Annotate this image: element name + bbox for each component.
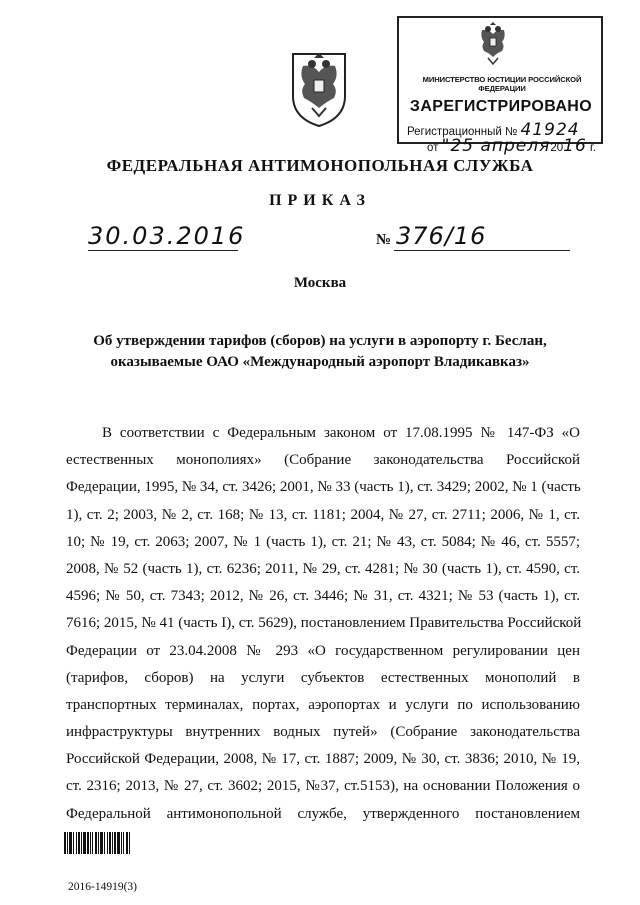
city: Москва — [293, 275, 347, 291]
body-line: Федерации, 1995, № 34, ст. 3426; 2001, № 33 (часть 1), ст. 3429; 2002, № 1 (часть — [66, 479, 581, 496]
body-line: ст. 2316; 2013, № 27, ст. 3602; 2015, №37, ст.5153), на основании Положения о — [66, 778, 580, 795]
body-line: 4596; № 50, ст. 7343; 2012, № 26, ст. 3446; № 31, ст. 4321; № 53 (часть 1), ст. — [66, 588, 580, 605]
agency-title: ФЕДЕРАЛЬНАЯ АНТИМОНОПОЛЬНАЯ СЛУЖБА — [106, 156, 534, 175]
body-line: В соответствии с Федеральным законом от 17.08.1995 № 147-ФЗ «О — [102, 425, 580, 441]
subject-line-1: Об утверждении тарифов (сборов) на услуги в аэропорту г. Беслан, — [93, 333, 547, 349]
registration-stamp — [397, 16, 603, 156]
barcode-icon — [64, 832, 172, 854]
body-line: 7616; 2015, № 41 (часть I), ст. 5629), постановлением Правительства Российской — [66, 615, 582, 632]
document-code: 2016-14919(3) — [68, 881, 137, 893]
order-number-sign: № — [376, 232, 392, 248]
order-date: 30.03.2016 — [88, 222, 246, 250]
stamp-reg-label: Регистрационный № — [407, 126, 518, 138]
body-line: (тарифов, сборов) на услуги субъектов естественных монополий в — [66, 669, 580, 686]
stamp-ministry-name: МИНИСТЕРСТВО ЮСТИЦИИ РОССИЙСКОЙ ФЕДЕРАЦИИ — [422, 75, 582, 93]
order-subject — [60, 331, 580, 373]
subject-line-2: оказываемые ОАО «Международный аэропорт Владикавказ» — [110, 354, 530, 370]
body-line: 1), ст. 2; 2003, № 2, ст. 168; № 13, ст. 1181; 2004, № 27, ст. 2711; 2006, № 1, ст. — [66, 506, 580, 523]
stamp-date-handwritten: "25 апреля — [441, 136, 551, 156]
stamp-reg-number: 41924 — [520, 120, 580, 140]
body-line: Федеральной антимонопольной службе, утвержденного постановлением — [66, 805, 580, 822]
coat-of-arms-icon — [290, 50, 348, 128]
body-line: естественных монополиях» (Собрание законодательства Российской — [66, 452, 580, 469]
body-line: Федерации от 23.04.2008 № 293 «О государственном регулировании цен — [66, 642, 580, 659]
body-line: 2008, № 52 (часть 1), ст. 6236; 2011, № 29, ст. 4281; № 30 (часть 1), ст. 4590, ст. — [66, 560, 580, 577]
body-text — [66, 420, 580, 828]
body-line: инфраструктуры внутренних водных путей» (Собрание законодательства — [66, 724, 580, 741]
body-line: Российской Федерации, 2008, № 17, ст. 1887; 2009, № 30, ст. 3836; 2010, № 19, — [66, 751, 580, 768]
number-underline — [394, 250, 570, 251]
order-number: 376/16 — [396, 222, 487, 250]
stamp-year-handwritten: 16 — [563, 136, 587, 156]
stamp-date-line — [427, 136, 596, 156]
stamp-status: ЗАРЕГИСТРИРОВАНО — [409, 98, 593, 115]
body-line: транспортных терминалах, портах, аэропортах и услуги по использованию — [66, 696, 580, 713]
document-type: ПРИКАЗ — [269, 192, 371, 209]
stamp-date-prefix: от — [427, 142, 439, 154]
stamp-coat-of-arms-icon — [475, 22, 511, 68]
body-line: 10; № 19, ст. 2063; 2007, № 1 (часть 1), ст. 21; № 43, ст. 5084; № 46, ст. 5557; — [66, 533, 580, 550]
date-underline — [88, 250, 238, 251]
stamp-year-prefix: 20 — [550, 142, 564, 154]
stamp-year-suffix: г. — [590, 142, 596, 154]
